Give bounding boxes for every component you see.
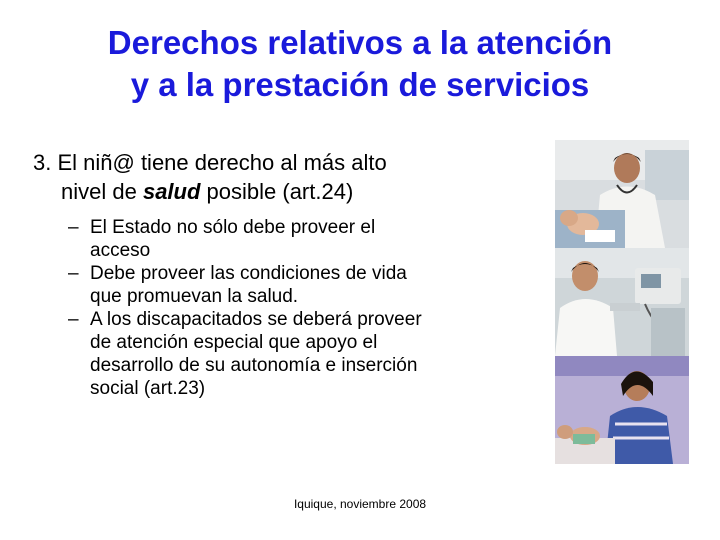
nurse-with-medical-equipment-photo bbox=[555, 248, 689, 356]
bullet-dash: – bbox=[68, 217, 79, 238]
main-point-line-2-pre: nivel de bbox=[61, 179, 143, 204]
main-point-line-2-post: posible (art.24) bbox=[200, 179, 354, 204]
subpoint-item bbox=[68, 308, 538, 400]
slide-title bbox=[0, 22, 720, 106]
subpoint-line: acceso bbox=[90, 240, 151, 261]
bullet-dash: – bbox=[68, 263, 79, 284]
subpoint-line: El Estado no sólo debe proveer el bbox=[90, 217, 376, 238]
title-line-2: y a la prestación de servicios bbox=[130, 66, 590, 103]
title-line-1: Derechos relativos a la atención bbox=[107, 24, 613, 61]
doctor-examining-baby-photo bbox=[555, 140, 689, 248]
subpoint-line: A los discapacitados se deberá proveer bbox=[90, 309, 422, 330]
subpoint-line: de atención especial que apoyo el bbox=[90, 332, 378, 353]
slide-footer: Iquique, noviembre 2008 bbox=[293, 497, 427, 511]
mother-with-baby-photo bbox=[555, 356, 689, 464]
photo-strip bbox=[555, 140, 689, 464]
subpoint-item bbox=[68, 262, 538, 308]
main-point-emphasis: salud bbox=[142, 179, 201, 204]
bullet-dash: – bbox=[68, 309, 79, 330]
subpoint-line: desarrollo de su autonomía e inserción bbox=[90, 355, 418, 376]
subpoint-line: Debe proveer las condiciones de vida bbox=[90, 263, 407, 284]
subpoint-item bbox=[68, 216, 538, 262]
main-point bbox=[33, 148, 533, 206]
main-point-line-1: 3. El niñ@ tiene derecho al más alto bbox=[33, 150, 387, 175]
subpoint-line: social (art.23) bbox=[90, 378, 206, 399]
main-point-line-2 bbox=[33, 177, 533, 206]
subpoint-line: que promuevan la salud. bbox=[90, 286, 299, 307]
subpoint-list bbox=[68, 216, 538, 400]
